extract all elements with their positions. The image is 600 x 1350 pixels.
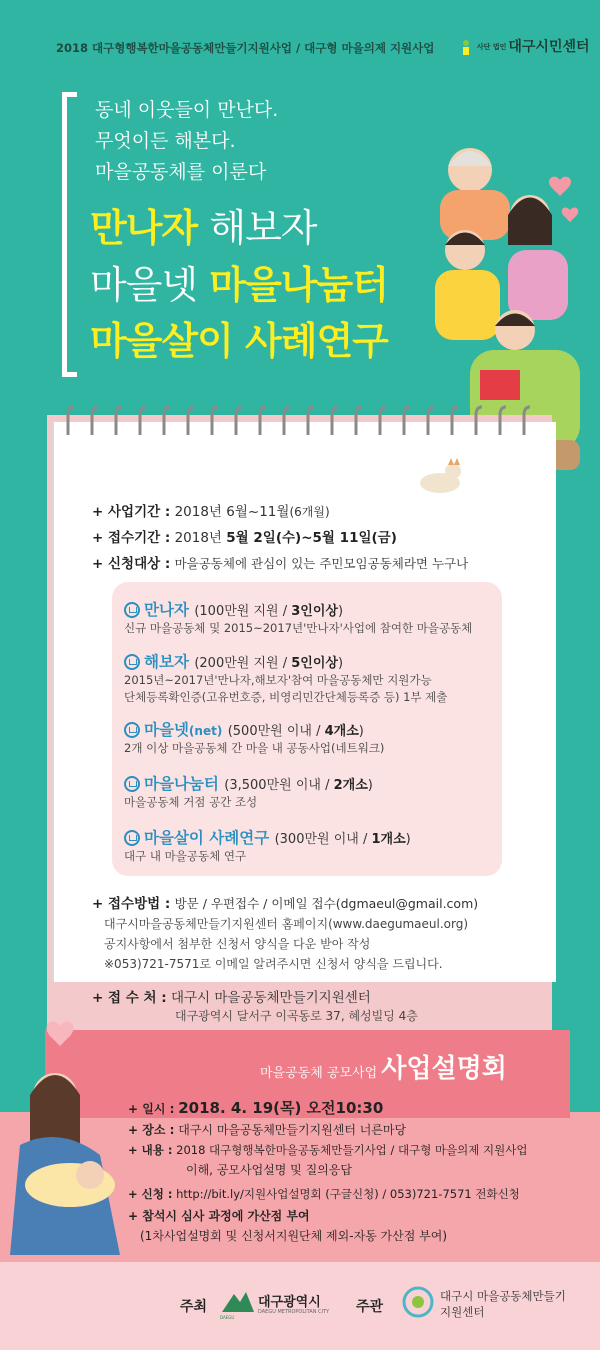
program-name: 마을나눔터: [144, 775, 219, 793]
logo-text: 대구시민센터: [508, 39, 590, 55]
period-note: (6개월): [289, 505, 330, 519]
target-label: + 신청대상 :: [92, 556, 171, 572]
program-desc: 신규 마을공동체 및 2015~2017년'만나자'사업에 참여한 마을공동체: [124, 621, 473, 635]
program-name: 마을살이 사례연구: [144, 829, 270, 847]
logo-small-text: 사단 법인: [476, 43, 507, 51]
host-name-en: DAEGU METROPOLITAN CITY: [258, 1309, 330, 1315]
organizer-name: [440, 1288, 566, 1320]
organizer-label: 주관: [356, 1299, 384, 1315]
slogan: [95, 95, 278, 188]
organizer-line: 대구시 마을공동체만들기: [440, 1289, 566, 1303]
program-note-end: ): [337, 604, 344, 619]
place-value: 대구시 마을공동체만들기지원센터: [170, 990, 371, 1006]
application-period: [92, 526, 397, 546]
program-item: [124, 598, 504, 637]
session-item-value: 대구시 마을공동체만들기지원센터 너른마당: [178, 1123, 407, 1137]
program-name: 만나자: [144, 601, 189, 619]
session-title-main: 사업설명회: [381, 1054, 507, 1084]
session-item: [128, 1206, 310, 1226]
headline-yellow: 만나자: [90, 206, 198, 250]
method-line: ※053)721-7571로 이메일 알려주시면 신청서 양식을 드립니다.: [104, 957, 443, 971]
program-desc: 단체등록확인증(고유번호증, 비영리민간단체등록증 등) 1부 제출: [124, 690, 448, 704]
session-item-value: 이해, 공모사업설명 및 질의응답: [186, 1163, 352, 1177]
top-bar: [0, 34, 600, 60]
program-desc: 2015년~2017년'만나자,해보자'참여 마을공동체만 지원가능: [124, 673, 432, 687]
headline-white: 마을넷: [90, 263, 198, 307]
session-title: [260, 1048, 507, 1085]
session-item: [128, 1184, 520, 1204]
program-requirement: 5인이상: [291, 656, 338, 671]
apply-label: + 접수기간 :: [92, 530, 171, 546]
program-desc: 마을공동체 거점 공간 조성: [124, 795, 258, 809]
session-item-value: http://bit.ly/지원사업설명회 (구글신청) / 053)721-7571 전화신청: [176, 1187, 520, 1201]
program-note-end: ): [358, 724, 364, 739]
program-requirement: 4개소: [324, 724, 359, 739]
program-item: [124, 718, 504, 757]
program-name: 해보자: [144, 653, 189, 671]
host-mark: DAEGU: [220, 1315, 235, 1320]
program-note: (200만원 지원 /: [194, 656, 292, 671]
period-label: + 사업기간 :: [92, 504, 171, 520]
session-item-value: 2018 대구형행복한마을공동체만들기사업 / 대구형 마을의제 지원사업: [176, 1143, 528, 1157]
program-desc: 대구 내 마을공동체 연구: [124, 849, 247, 863]
session-item-label: + 내용 :: [128, 1143, 173, 1157]
host-name: 대구광역시: [258, 1295, 321, 1310]
daegu-city-logo-icon: [222, 1290, 254, 1316]
method-line: 대구시마을공동체만들기지원센터 홈페이지(www.daegumaeul.org): [104, 917, 469, 931]
house-icon: [124, 830, 140, 846]
program-name-sub: (net): [188, 724, 223, 738]
program-requirement: 3인이상: [291, 604, 338, 619]
program-requirement: 1개소: [371, 832, 406, 847]
heart-icon: [40, 1018, 80, 1048]
binder-rings: [56, 405, 550, 439]
program-note: (300만원 이내 /: [274, 832, 372, 847]
program-item: [124, 772, 504, 811]
house-icon: [124, 654, 140, 670]
center-logo-icon: [398, 1280, 438, 1324]
session-item-label: + 참석시 심사 과정에 가산점 부여: [128, 1209, 310, 1223]
apply-dates: 5월 2일(수)~5월 11일(금): [226, 530, 397, 546]
headline-line-2: [90, 262, 388, 308]
headline-line-1: [90, 205, 316, 251]
cat-illustration: [415, 455, 465, 495]
house-icon: [124, 722, 140, 738]
slogan-line: 동네 이웃들이 만난다.: [95, 99, 279, 121]
citizen-center-logo: [460, 36, 590, 56]
program-note: (3,500만원 이내 /: [224, 778, 334, 793]
place-label: + 접 수 처 :: [92, 990, 167, 1006]
session-item-label: + 일시 :: [128, 1102, 175, 1116]
organizer-line: 지원센터: [440, 1305, 485, 1319]
session-date: 2018. 4. 19(목) 오전10:30: [178, 1099, 384, 1117]
session-item: [140, 1226, 447, 1246]
period-value: 2018년 6월~11월: [174, 504, 290, 520]
apply-year: 2018년: [174, 530, 227, 546]
place-address: 대구광역시 달서구 이곡동로 37, 혜성빌딩 4층: [175, 1009, 418, 1023]
session-item-label: + 장소 :: [128, 1123, 175, 1137]
program-name: 마을넷: [144, 721, 189, 739]
session-item-value: (1차사업설명회 및 신청서지원단체 제외-자동 가산점 부여): [140, 1229, 448, 1243]
session-item: [186, 1160, 352, 1180]
program-note-end: ): [367, 778, 373, 793]
method-label: + 접수방법 :: [92, 896, 171, 912]
house-icon: [124, 602, 140, 618]
session-item-label: + 신청 :: [128, 1187, 173, 1201]
session-subtitle: 마을공동체 공모사업: [260, 1066, 382, 1081]
method-value: 방문 / 우편접수 / 이메일 접수(dgmaeul@gmail.com): [174, 896, 479, 911]
program-requirement: 2개소: [333, 778, 368, 793]
submission-method: [92, 892, 478, 912]
program-note: (500만원 이내 /: [227, 724, 325, 739]
program-note: (100만원 지원 /: [194, 604, 292, 619]
decorative-bracket: [62, 92, 77, 377]
session-item: [128, 1098, 383, 1119]
session-item: [128, 1140, 527, 1160]
program-item: [124, 650, 504, 706]
program-note-end: ): [337, 656, 344, 671]
host-label: 주최: [180, 1299, 208, 1315]
program-note-end: ): [405, 832, 411, 847]
mother-baby-illustration: [0, 1055, 140, 1265]
headline-white: 해보자: [209, 206, 317, 250]
application-target: [92, 552, 468, 572]
session-item: [128, 1120, 406, 1140]
program-item: [124, 826, 504, 865]
house-icon: [124, 776, 140, 792]
headline-line-3: 마을살이 사례연구: [90, 319, 388, 363]
method-details: [104, 914, 468, 974]
slogan-line: 마을공동체를 이룬다: [95, 161, 267, 183]
figure-icon: [460, 39, 472, 55]
method-line: 공지사항에서 첨부한 신청서 양식을 다운 받아 작성: [104, 937, 371, 951]
slogan-line: 무엇이든 해본다.: [95, 130, 236, 152]
submission-place: [92, 986, 371, 1006]
business-period: [92, 500, 330, 520]
headline-yellow: 마을나눔터: [209, 263, 388, 307]
top-title: 2018 대구형행복한마을공동체만들기지원사업 / 대구형 마을의제 지원사업: [56, 41, 435, 55]
program-desc: 2개 이상 마을공동체 간 마을 내 공동사업(네트워크): [124, 741, 385, 755]
target-value: 마을공동체에 관심이 있는 주민모임공동체라면 누구나: [174, 556, 469, 571]
